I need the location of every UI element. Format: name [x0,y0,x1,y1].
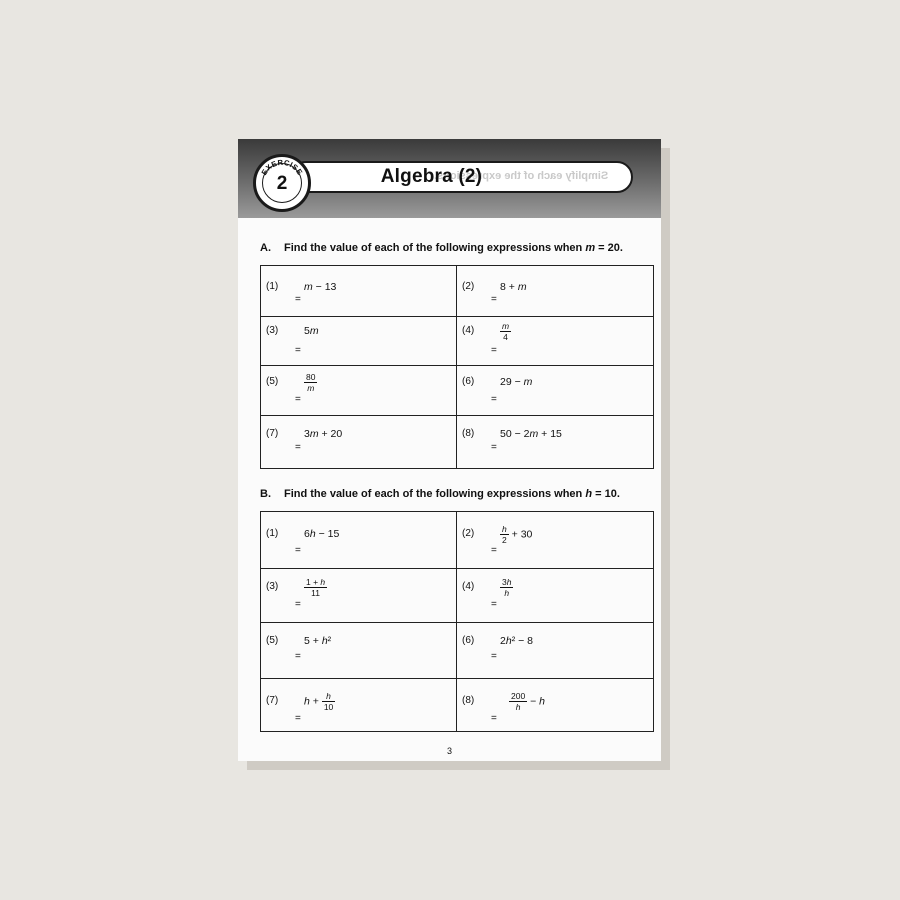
answer-equals: = [491,713,497,724]
answer-equals: = [491,345,497,356]
fraction: $\frac{h}{10}$ [323,691,334,712]
section-b-instruction: Find the value of each of the following expressions when h = 10. [284,488,620,500]
problem-expression: 5 + h² [304,635,332,647]
answer-equals: = [295,345,301,356]
problem-cell [457,512,653,569]
problem-cell [457,266,653,317]
problem-expression [304,372,317,393]
fraction: $\frac{h}{2}$ [502,524,507,545]
section-b-heading [260,488,620,500]
problem-number: (8) [462,695,475,706]
problem-expression: 6h − 15 [304,528,340,540]
answer-equals: = [491,599,497,610]
problem-expression: 5m [304,325,319,337]
section-a-letter: A. [260,242,271,254]
fraction: $\frac{m}{4}$ [502,321,510,342]
problem-cell [261,679,457,731]
problem-number: (4) [462,581,475,592]
section-b-letter: B. [260,488,271,500]
answer-equals: = [491,294,497,305]
problem-cell [457,623,653,679]
title-banner [290,161,633,193]
problem-number: (1) [266,281,279,292]
problem-expression: 50 − 2m + 15 [500,428,562,440]
answer-equals: = [295,651,301,662]
problem-expression: 8 + m [500,281,527,293]
worksheet-page [238,139,661,761]
problem-expression: 29 − m [500,376,533,388]
problem-cell [457,416,653,468]
answer-equals: = [295,294,301,305]
problem-expression: $\frac{h}{2}$ + 30 [502,524,533,545]
problem-number: (3) [266,325,279,336]
section-b-table [260,511,654,732]
problem-number: (5) [266,376,279,387]
answer-equals: = [491,394,497,405]
answer-equals: = [295,442,301,453]
fraction: $\frac{80}{m}$ [306,372,316,393]
fraction: $\frac{3h}{h}$ [502,577,512,598]
problem-number: (6) [462,635,475,646]
section-a-table [260,265,654,469]
exercise-number: 2 [276,173,288,194]
answer-equals: = [491,442,497,453]
page-number: 3 [446,746,452,756]
problem-number: (2) [462,281,475,292]
problem-number: (4) [462,325,475,336]
problem-expression [304,577,327,598]
problem-cell [457,679,653,731]
problem-number: (1) [266,528,279,539]
badge-word: EXERCISE [259,157,305,177]
answer-equals: = [295,599,301,610]
fraction: $\frac{1 + h}{11}$ [306,577,326,598]
section-a-heading [260,242,623,254]
problem-number: (2) [462,528,475,539]
section-a-instruction: Find the value of each of the following expressions when m = 20. [284,242,623,254]
problem-cell [457,569,653,623]
exercise-badge [253,154,311,212]
problem-number: (7) [266,428,279,439]
problem-cell [261,569,457,623]
answer-equals: = [491,545,497,556]
answer-equals: = [295,545,301,556]
problem-number: (5) [266,635,279,646]
problem-expression [500,321,511,342]
problem-cell [457,366,653,416]
answer-equals: = [295,394,301,405]
page-title: Algebra (2) [380,166,483,187]
problem-cell [457,317,653,366]
problem-number: (3) [266,581,279,592]
problem-cell [261,512,457,569]
problem-cell [261,366,457,416]
problem-expression: $\frac{200}{h}$ − h [511,691,545,712]
answer-equals: = [491,651,497,662]
answer-equals: = [295,713,301,724]
problem-expression [500,577,513,598]
problem-expression: h + $\frac{h}{10}$ [304,691,334,712]
problem-cell [261,416,457,468]
problem-cell [261,317,457,366]
problem-cell [261,266,457,317]
problem-cell [261,623,457,679]
problem-number: (8) [462,428,475,439]
problem-expression: 2h² − 8 [500,635,533,647]
problem-number: (6) [462,376,475,387]
problem-expression: 3m + 20 [304,428,343,440]
show-through-text: Simplify each of the expressions. [434,170,609,182]
problem-number: (7) [266,695,279,706]
problem-expression: m − 13 [304,281,337,293]
fraction: $\frac{200}{h}$ [511,691,526,712]
